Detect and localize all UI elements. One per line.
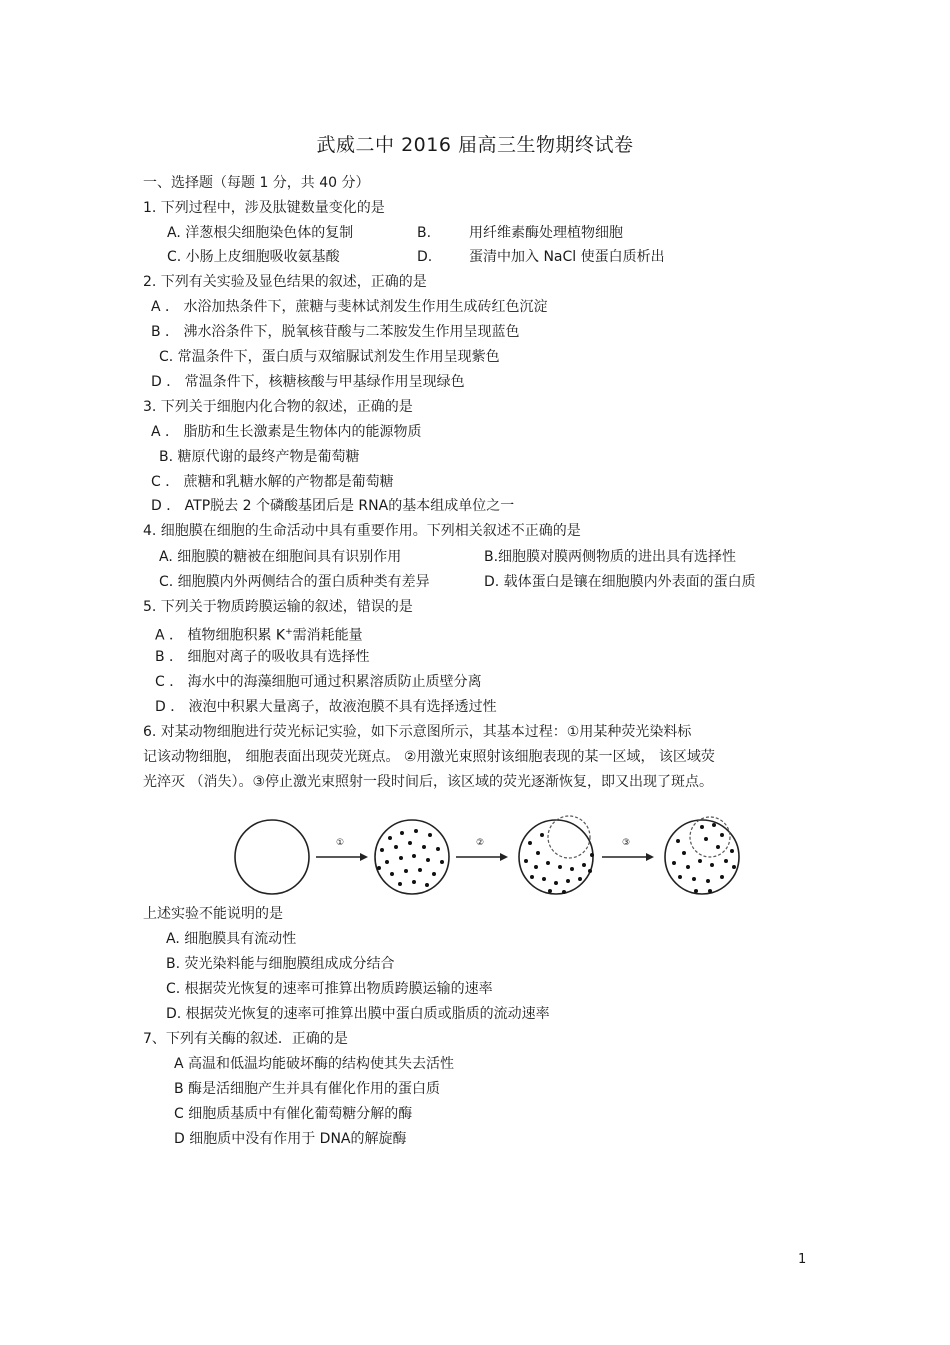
q5-option-a <box>155 623 363 645</box>
q1-stem: 1. 下列过程中，涉及肽键数量变化的是 <box>143 200 385 216</box>
q2-option-b: B ． 沸水浴条件下，脱氧核苷酸与二苯胺发生作用呈现蓝色 <box>151 324 520 340</box>
q3-option-c: C ． 蔗糖和乳糖水解的产物都是葡萄糖 <box>151 474 394 490</box>
fluorescence-recovery-diagram <box>232 805 747 905</box>
q7-option-a: A 高温和低温均能破坏酶的结构使其失去活性 <box>174 1056 455 1072</box>
q6-option-a: A. 细胞膜具有流动性 <box>166 931 297 947</box>
q2-stem: 2. 下列有关实验及显色结果的叙述，正确的是 <box>143 274 427 290</box>
q1-option-c: C. 小肠上皮细胞吸收氨基酸 <box>167 249 340 265</box>
q3-stem: 3. 下列关于细胞内化合物的叙述，正确的是 <box>143 399 413 415</box>
cell-recovered <box>665 820 739 894</box>
q6-option-c: C. 根据荧光恢复的速率可推算出物质跨膜运输的速率 <box>166 981 493 997</box>
q5-stem: 5. 下列关于物质跨膜运输的叙述，错误的是 <box>143 599 413 615</box>
arrow-step-3-head <box>646 853 654 861</box>
q4-option-a: A. 细胞膜的糖被在细胞间具有识别作用 <box>159 549 402 565</box>
q1-option-b: 用纤维素酶处理植物细胞 <box>469 225 623 241</box>
q6-stem-line-1: 6. 对某动物细胞进行荧光标记实验，如下示意图所示，其基本过程：①用某种荧光染料标 <box>143 724 692 740</box>
q2-option-d: D ． 常温条件下，核糖核酸与甲基绿作用呈现绿色 <box>151 374 465 390</box>
q2-option-c: C. 常温条件下，蛋白质与双缩脲试剂发生作用呈现紫色 <box>159 349 500 365</box>
cell-bleached-spots <box>524 833 594 894</box>
q1-option-a: A. 洋葱根尖细胞染色体的复制 <box>167 225 354 241</box>
q7-option-b: B 酶是活细胞产生并具有催化作用的蛋白质 <box>174 1081 441 1097</box>
q4-option-c: C. 细胞膜内外两侧结合的蛋白质种类有差异 <box>159 574 430 590</box>
step-label-3: ③ <box>622 838 631 848</box>
q5-option-b: B ． 细胞对离子的吸收具有选择性 <box>155 649 370 665</box>
section-heading: 一、选择题（每题 1 分，共 40 分） <box>143 175 370 191</box>
q6-option-b: B. 荧光染料能与细胞膜组成成分结合 <box>166 956 395 972</box>
q5-option-a-text-end: 需消耗能量 <box>292 627 363 644</box>
arrow-step-2-head <box>500 853 508 861</box>
step-label-1: ① <box>336 838 345 848</box>
cell-labeled-spots <box>377 829 444 887</box>
q5-option-c: C ． 海水中的海藻细胞可通过积累溶质防止质壁分离 <box>155 674 482 690</box>
page-title: 武威二中 2016 届高三生物期终试卷 <box>316 134 634 156</box>
q3-option-b: B. 糖原代谢的最终产物是葡萄糖 <box>159 449 360 465</box>
page-number: 1 <box>798 1252 807 1267</box>
q6-stem-line-2: 记该动物细胞， 细胞表面出现荧光斑点。 ②用激光束照射该细胞表现的某一区域， 该区域荧 <box>143 749 715 765</box>
q6-option-d: D. 根据荧光恢复的速率可推算出膜中蛋白质或脂质的流动速率 <box>166 1006 550 1022</box>
q1-option-d: 蛋清中加入 NaCl 使蛋白质析出 <box>469 249 665 265</box>
q6-question: 上述实验不能说明的是 <box>143 906 283 922</box>
q2-option-a: A ． 水浴加热条件下，蔗糖与斐林试剂发生作用生成砖红色沉淀 <box>151 299 548 315</box>
recovered-region <box>690 817 730 857</box>
cell-unlabeled <box>235 820 309 894</box>
q4-option-d: D. 载体蛋白是镶在细胞膜内外表面的蛋白质 <box>484 574 756 590</box>
q4-stem: 4. 细胞膜在细胞的生命活动中具有重要作用。下列相关叙述不正确的是 <box>143 523 581 539</box>
q5-option-a-superscript: + <box>285 627 293 637</box>
q3-option-d: D ． ATP脱去 2 个磷酸基团后是 RNA的基本组成单位之一 <box>151 498 515 514</box>
q7-option-c: C 细胞质基质中有催化葡萄糖分解的酶 <box>174 1106 413 1122</box>
cell-labeled <box>375 820 449 894</box>
q4-option-b: B.细胞膜对膜两侧物质的进出具有选择性 <box>484 549 737 565</box>
q7-option-d: D 细胞质中没有作用于 DNA的解旋酶 <box>174 1131 407 1147</box>
q1-option-b-letter: B. <box>417 225 432 241</box>
q1-option-d-letter: D. <box>417 249 433 265</box>
arrow-step-1-head <box>360 853 368 861</box>
step-label-2: ② <box>476 838 485 848</box>
q7-stem: 7、下列有关酶的叙述．正确的是 <box>143 1031 348 1047</box>
q6-stem-line-3: 光淬灭 （消失）。③停止激光束照射一段时间后，该区域的荧光逐渐恢复，即又出现了斑点。 <box>143 774 713 790</box>
q5-option-d: D ． 液泡中积累大量离子，故液泡膜不具有选择透过性 <box>155 699 497 715</box>
q3-option-a: A ． 脂肪和生长激素是生物体内的能源物质 <box>151 424 422 440</box>
q5-option-a-text: A ． 植物细胞积累 K <box>155 627 286 644</box>
cell-recovered-spots <box>672 823 736 893</box>
